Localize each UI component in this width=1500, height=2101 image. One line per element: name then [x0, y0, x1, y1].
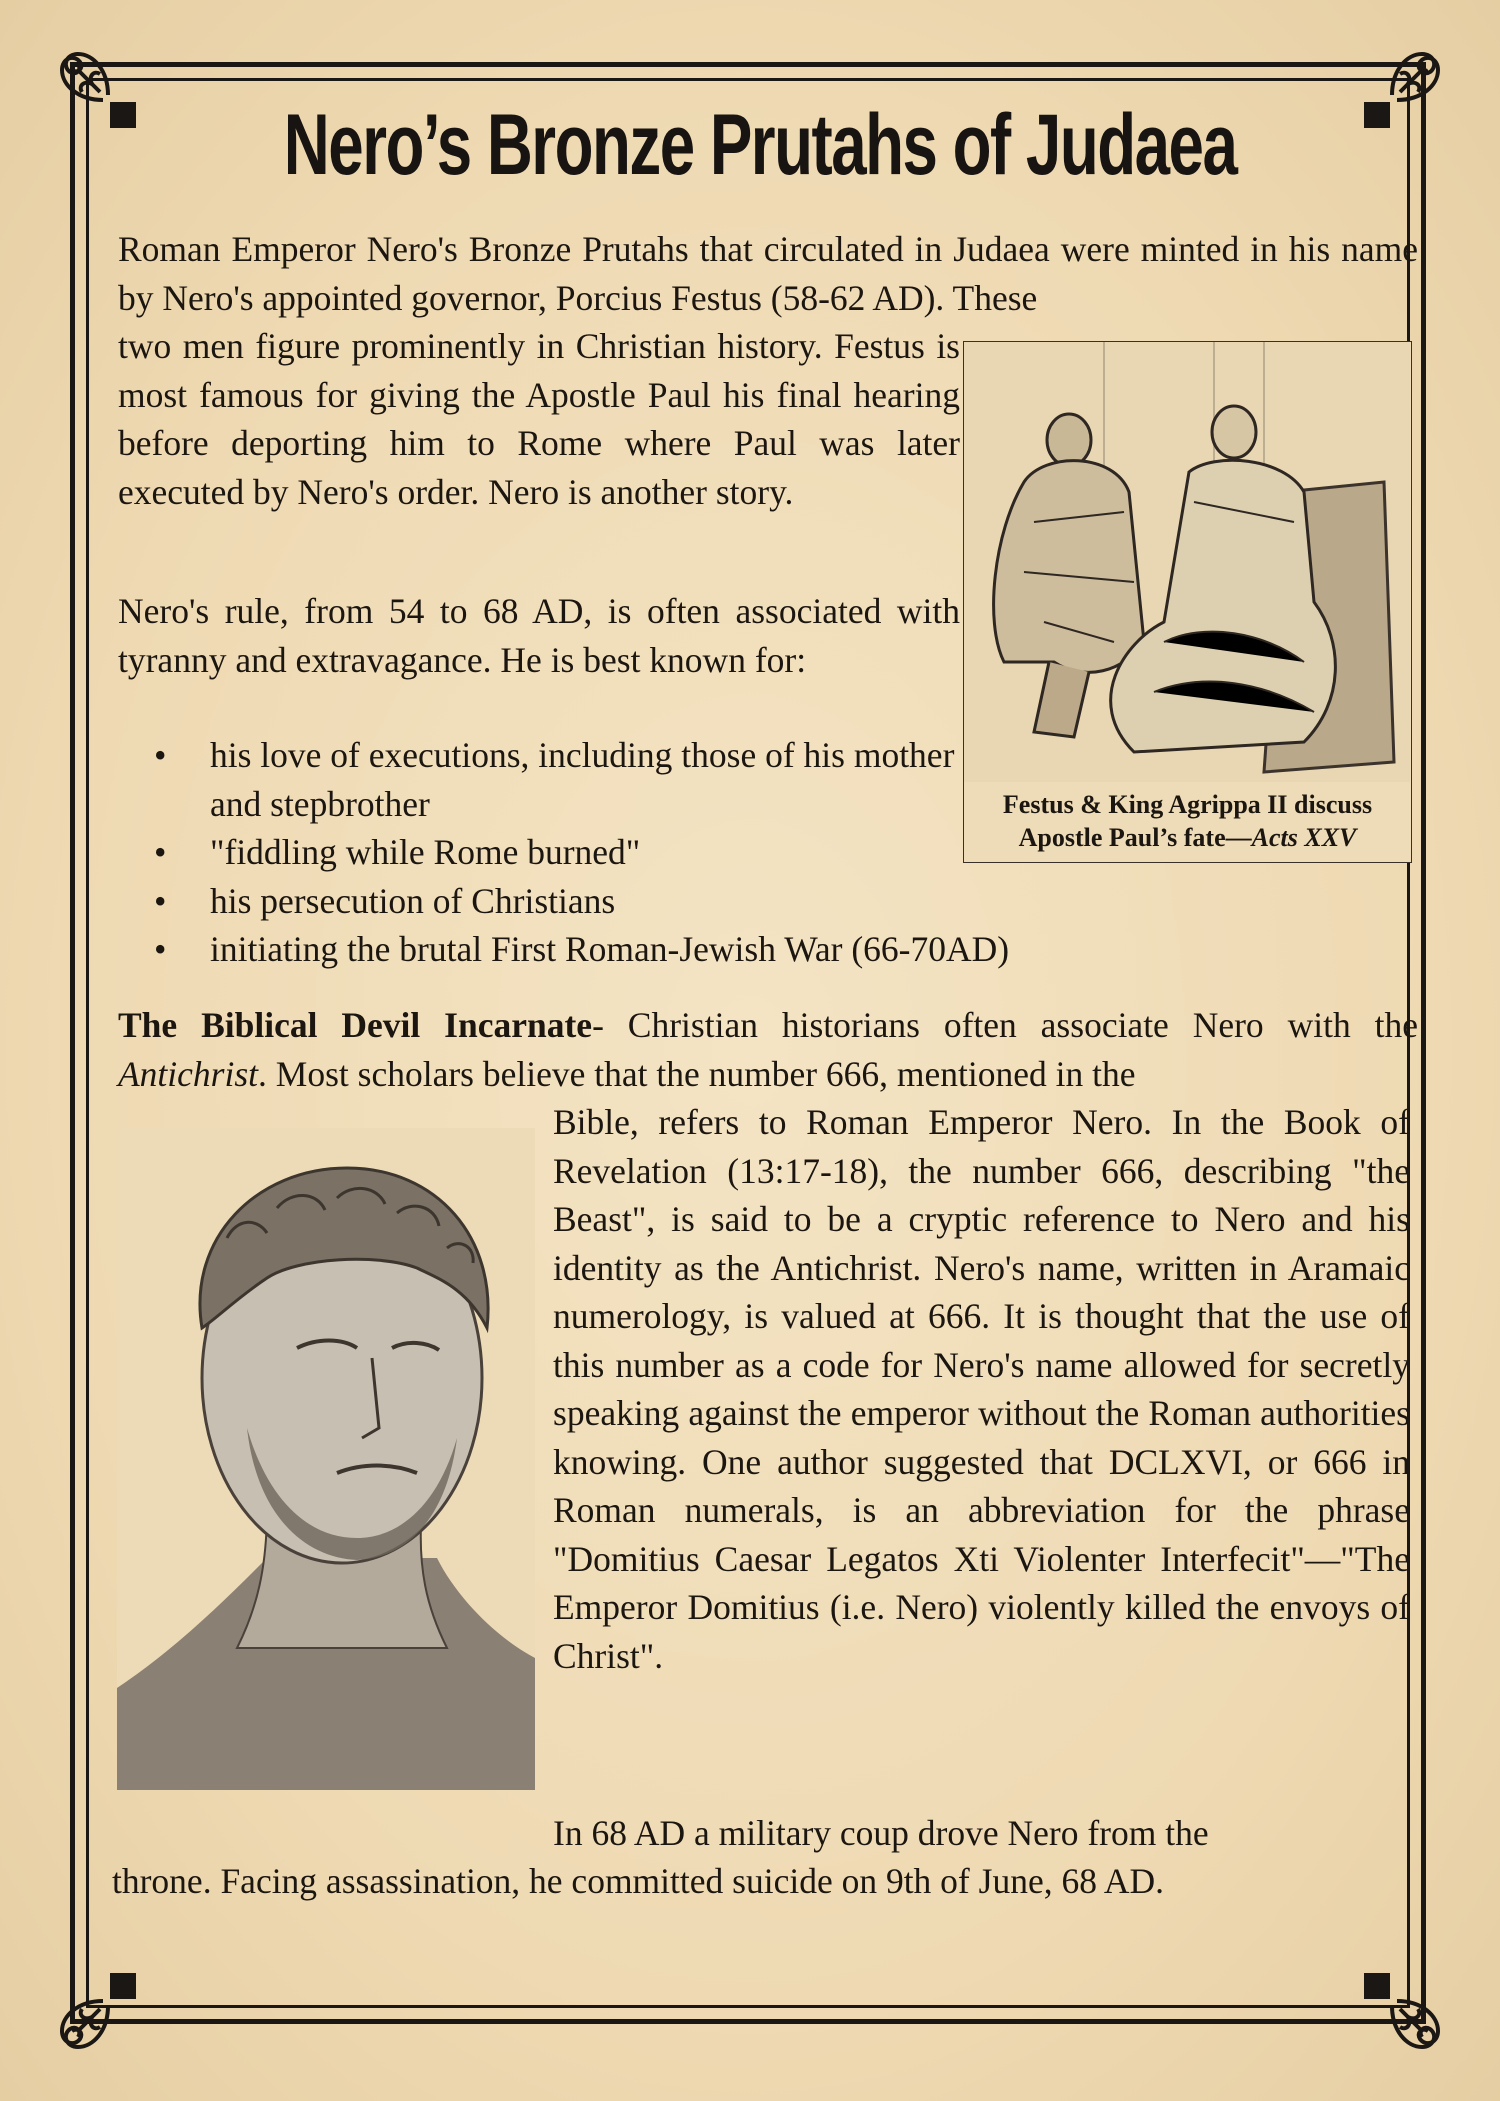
known-for-list [118, 731, 1218, 974]
list-item [118, 731, 972, 828]
bullet-dot: • [154, 735, 167, 775]
devil-body-paragraph: Bible, refers to Roman Emperor Nero. In the Book of Revelation (13:17-18), the number 666, describing "the Beast", is said to be a cryptic reference to Nero and his identity as the Antichrist. Nero's name, written in Aramaic numerology, is valued at 666. It is thought that the use of this number as a code for Nero's name allowed for secretly speaking against the emperor without the Roman authorities knowing. One author suggested that DCLXVI, or 666 in Roman numerals, is an abbreviation for the phrase "Domitius Caesar Legatos Xti Violenter Interfecit"—"The Emperor Domitius (i.e. Nero) violently killed the envoys of Christ". [553, 1102, 1410, 1676]
antichrist-term: Antichrist [118, 1053, 259, 1094]
section-heading: The Biblical Devil Incarnate [118, 1005, 593, 1045]
devil-lead-in: - Christian historians often associate Nero with the [592, 1005, 1418, 1045]
fleur-de-lis-corner-ornament [48, 40, 168, 160]
nero-bust-photo [117, 1128, 535, 1790]
list-item-text: his love of executions, including those of his mother and stepbrother [210, 735, 955, 824]
caption-line: Festus & King Agrippa II discuss [1002, 790, 1373, 819]
list-item [118, 925, 1218, 974]
list-item [118, 877, 1218, 926]
intro-paragraph-line: Roman Emperor Nero's Bronze Prutahs that circulated in Judaea were minted in his name by Nero's appointed governor, Porcius Festus (58-62 AD). These [118, 229, 1418, 318]
fleur-de-lis-corner-ornament [48, 1941, 168, 2061]
page-title: Nero’s Bronze Prutahs of Judaea [283, 97, 1237, 193]
bullet-dot: • [154, 832, 167, 872]
list-item-text: "fiddling while Rome burned" [210, 832, 641, 872]
fleur-de-lis-corner-ornament [1332, 1941, 1452, 2061]
list-item-text: initiating the brutal First Roman-Jewish War (66-70AD) [210, 929, 1010, 969]
bullet-dot: • [154, 929, 167, 969]
ending-paragraph-line: throne. Facing assassination, he committed suicide on 9th of June, 68 AD. [112, 1861, 1165, 1901]
devil-intro-paragraph [118, 1001, 1418, 1098]
bullet-dot: • [154, 880, 167, 921]
intro-paragraph: two men figure prominently in Christian history. Festus is most famous for giving the Apostle Paul his final hearing before deporting him to Rome where Paul was later executed by Nero's order. Nero is another story. [118, 326, 960, 512]
fleur-de-lis-corner-ornament [1332, 40, 1452, 160]
ending-paragraph-line: In 68 AD a military coup drove Nero from the [553, 1813, 1209, 1853]
list-item [118, 828, 1218, 877]
devil-lead-out: . Most scholars believe that the number 666, mentioned in the [258, 1053, 1136, 1094]
caption-text: Apostle Paul’s fate— [1018, 823, 1252, 852]
caption-citation: Acts XXV [1251, 823, 1357, 852]
engraving-image [964, 342, 1410, 782]
list-item-text: his persecution of Christians [210, 880, 616, 921]
rule-paragraph: Nero's rule, from 54 to 68 AD, is often associated with tyranny and extravagance. He is best known for: [118, 591, 960, 680]
